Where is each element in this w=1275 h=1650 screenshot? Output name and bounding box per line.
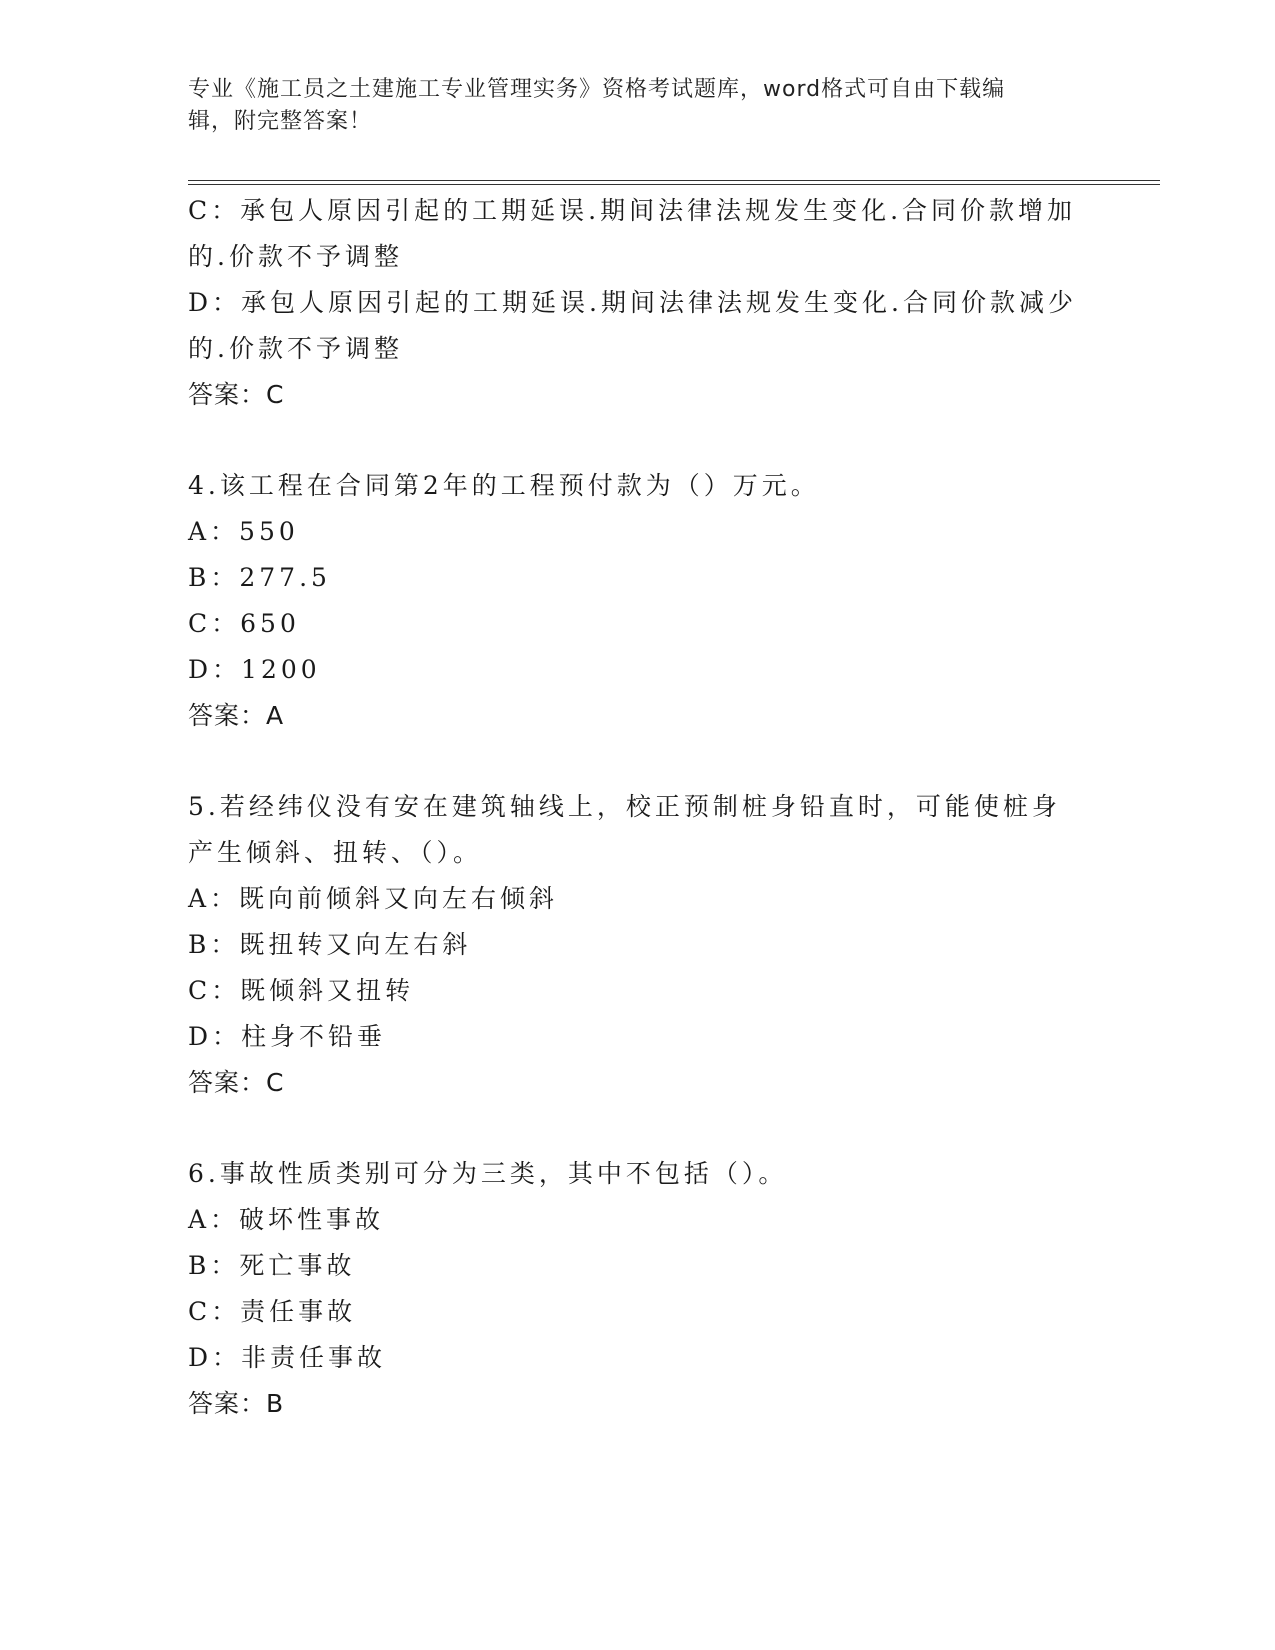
spacer [188,739,1088,784]
question-stem: 4.该工程在合同第2年的工程预付款为（）万元。 [188,471,820,500]
page-header [188,74,1088,138]
question-stem-line-2: 产生倾斜、扭转、（）。 [188,838,483,867]
document-body [188,188,1088,1427]
option-a: A：550 [188,517,299,546]
header-divider [188,180,1160,181]
question-stem-line-1: 5.若经纬仪没有安在建筑轴线上，校正预制桩身铅直时，可能使桩身 [188,792,1061,821]
option-b: B：既扭转又向左右斜 [188,930,472,959]
question-6 [188,1151,1088,1427]
option-d: D：1200 [188,655,321,684]
option-b: B：277.5 [188,563,331,592]
answer-q4: 答案：A [188,701,285,730]
header-title-line-1: 专业《施工员之土建施工专业管理实务》资格考试题库，word格式可自由下载编 [188,77,1006,102]
spacer [188,1106,1088,1151]
option-c: C：责任事故 [188,1297,357,1326]
answer-q3: 答案：C [188,380,285,409]
option-c: C：650 [188,609,300,638]
answer-q5: 答案：C [188,1068,285,1097]
option-c-line-1: C：承包人原因引起的工期延误.期间法律法规发生变化.合同价款增加 [188,196,1077,225]
option-d-line-1: D：承包人原因引起的工期延误.期间法律法规发生变化.合同价款减少 [188,288,1077,317]
option-a: A：破坏性事故 [188,1205,385,1234]
option-d: D：柱身不铅垂 [188,1022,387,1051]
option-c: C：既倾斜又扭转 [188,976,415,1005]
header-divider-double [188,184,1160,185]
option-a: A：既向前倾斜又向左右倾斜 [188,884,559,913]
option-d-line-2: 的.价款不予调整 [188,334,403,363]
question-3-continued [188,188,1088,418]
option-b: B：死亡事故 [188,1251,356,1280]
option-c-line-2: 的.价款不予调整 [188,242,403,271]
spacer [188,418,1088,463]
question-4 [188,463,1088,739]
option-d: D：非责任事故 [188,1343,387,1372]
answer-q6: 答案：B [188,1389,285,1418]
header-title-line-2: 辑，附完整答案！ [188,109,373,134]
question-5 [188,784,1088,1106]
question-stem: 6.事故性质类别可分为三类，其中不包括（）。 [188,1159,788,1188]
